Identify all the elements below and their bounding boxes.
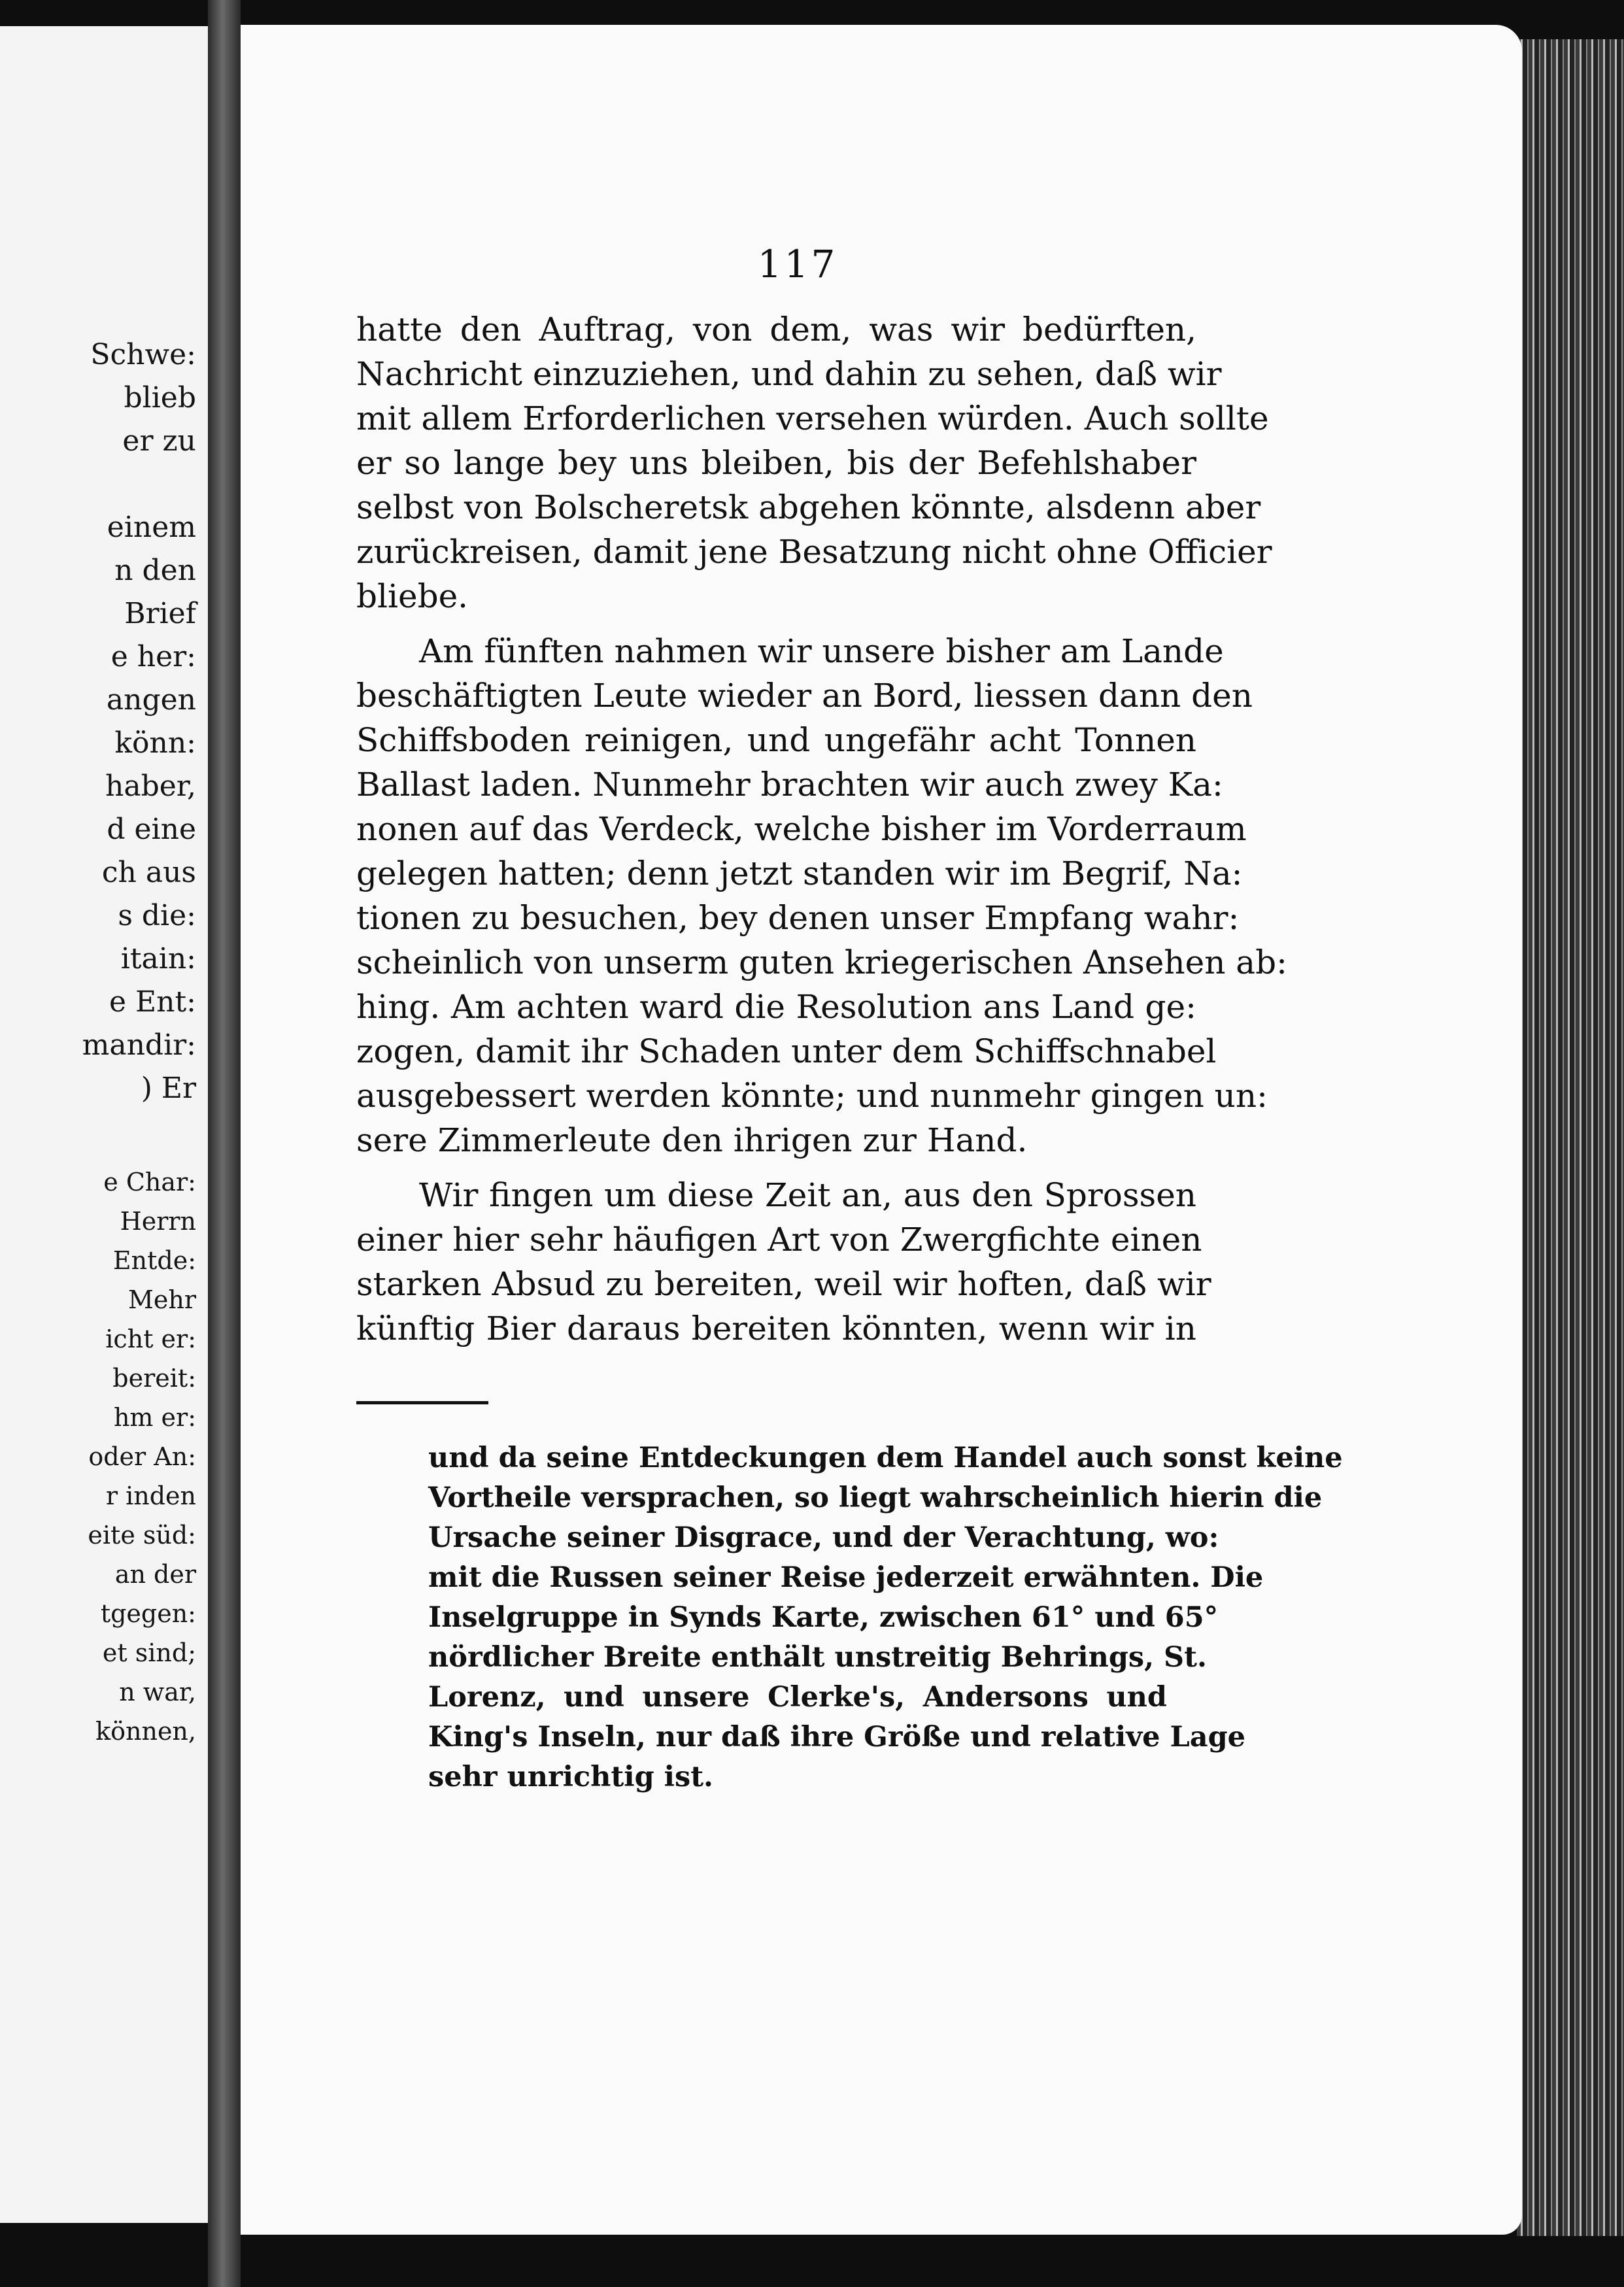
main-text-block (356, 307, 1287, 1351)
left-line: haber, (105, 770, 196, 803)
left-line: eite süd: (88, 1521, 196, 1550)
left-line: könn: (114, 726, 196, 760)
left-line: Herrn (120, 1207, 196, 1236)
page-number: 117 (757, 242, 838, 286)
text-line: selbst von Bolscheretsk abgehen könnte, alsdenn aber (356, 488, 1261, 526)
left-line: icht er: (105, 1325, 196, 1353)
text-line: tionen zu besuchen, bey denen unser Empfang wahr: (356, 899, 1240, 937)
left-line: tgegen: (100, 1599, 196, 1628)
footnote-line: King's Inseln, nur daß ihre Größe und relative Lage (428, 1721, 1246, 1753)
footnote-line: Vortheile versprachen, so liegt wahrscheinlich hierin die (428, 1482, 1323, 1514)
text-line: hatte den Auftrag, von dem, was wir bedürften, (356, 311, 1196, 348)
text-line: Nachricht einzuziehen, und dahin zu sehen, daß wir (356, 355, 1222, 393)
left-line: ch aus (101, 856, 196, 889)
text-line: zogen, damit ihr Schaden unter dem Schiffschnabel (356, 1032, 1217, 1070)
text-line: Ballast laden. Nunmehr brachten wir auch zwey Ka: (356, 766, 1223, 804)
text-line: Schiffsboden reinigen, und ungefähr acht Tonnen (356, 721, 1196, 759)
paragraph (356, 307, 1272, 618)
text-line: gelegen hatten; denn jetzt standen wir im Begrif, Na: (356, 855, 1243, 892)
left-line: d eine (107, 813, 196, 846)
text-line: scheinlich von unserm guten kriegerischen Ansehen ab: (356, 943, 1287, 981)
text-line: starken Absud zu bereiten, weil wir hoften, daß wir (356, 1265, 1211, 1303)
footnote-line: nördlicher Breite enthält unstreitig Behrings, St. (428, 1641, 1207, 1674)
text-line: künftig Bier daraus bereiten könnten, wenn wir in (356, 1310, 1196, 1347)
left-line: können, (95, 1717, 196, 1746)
footnote-line: Lorenz, und unsere Clerke's, Andersons und (428, 1681, 1167, 1714)
text-line: beschäftigten Leute wieder an Bord, liessen dann den (356, 677, 1253, 715)
text-line: bliebe. (356, 577, 469, 615)
footnote-line: Inselgruppe in Synds Karte, zwischen 61° und 65° (428, 1601, 1219, 1634)
paragraph (356, 1173, 1211, 1351)
left-line: n war, (119, 1678, 196, 1706)
left-line: ) Er (141, 1072, 196, 1105)
text-line: Am fünften nahmen wir unsere bisher am Lande (419, 632, 1224, 670)
book-gutter (208, 0, 241, 2287)
text-line: sere Zimmerleute den ihrigen zur Hand. (356, 1121, 1028, 1159)
left-line: Mehr (127, 1285, 196, 1314)
left-line: itain: (120, 942, 196, 975)
text-line: einer hier sehr häufigen Art von Zwergfichte einen (356, 1221, 1202, 1259)
left-line: et sind; (102, 1638, 196, 1667)
left-line: s die: (118, 899, 196, 932)
text-line: mit allem Erforderlichen versehen würden. Auch sollte (356, 399, 1269, 437)
left-line: einem (107, 511, 196, 544)
left-line: mandir: (82, 1028, 196, 1062)
left-line: er zu (122, 424, 196, 458)
left-line: Schwe: (90, 338, 196, 371)
left-line: bereit: (112, 1364, 196, 1393)
text-line: nonen auf das Verdeck, welche bisher im Vorderraum (356, 810, 1247, 848)
footnote-separator (356, 1401, 488, 1404)
previous-page-sliver (0, 26, 212, 2223)
left-line: blieb (124, 381, 196, 415)
footnote (428, 1438, 1343, 1797)
left-line: e her: (110, 640, 196, 673)
left-line: an der (114, 1560, 196, 1589)
footnote-line: sehr unrichtig ist. (428, 1761, 714, 1793)
footnote-line: mit die Russen seiner Reise jederzeit erwähnten. Die (428, 1561, 1264, 1594)
paragraph (356, 629, 1287, 1162)
left-line: r inden (105, 1482, 196, 1510)
left-line: hm er: (113, 1403, 196, 1432)
left-line: oder An: (88, 1442, 196, 1471)
left-line: Brief (124, 597, 196, 630)
footnote-line: und da seine Entdeckungen dem Handel auch sonst keine (428, 1442, 1343, 1474)
left-line: n den (114, 554, 196, 587)
left-line: e Ent: (109, 985, 196, 1019)
text-line: ausgebessert werden könnte; und nunmehr gingen un: (356, 1077, 1268, 1115)
left-line: e Char: (103, 1168, 196, 1196)
text-line: Wir fingen um diese Zeit an, aus den Sprossen (419, 1176, 1196, 1214)
left-line: angen (106, 683, 196, 717)
text-line: er so lange bey uns bleiben, bis der Befehlshaber (356, 444, 1196, 482)
text-line: zurückreisen, damit jene Besatzung nicht ohne Officier (356, 533, 1272, 571)
left-line: Entde: (112, 1246, 196, 1275)
footnote-line: Ursache seiner Disgrace, und der Verachtung, wo: (428, 1521, 1219, 1554)
page-edges (1517, 39, 1624, 2236)
text-line: hing. Am achten ward die Resolution ans Land ge: (356, 988, 1196, 1026)
